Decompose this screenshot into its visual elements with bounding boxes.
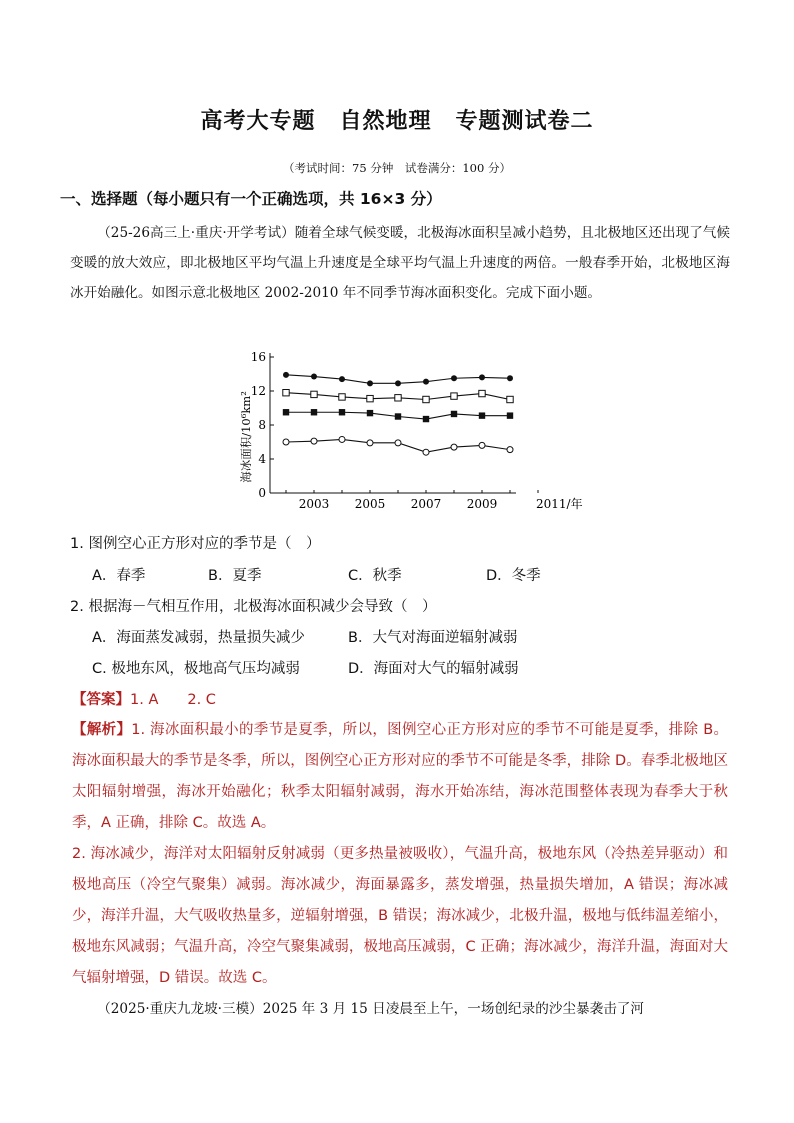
data-point [367,380,373,386]
section-heading: 一、选择题（每小题只有一个正确选项，共 16×3 分） [60,190,442,208]
question-1-stem: 1. 图例空心正方形对应的季节是（ ） [70,536,321,552]
data-point [507,412,513,418]
data-point [507,396,513,402]
q1-option-a: A．春季 [92,568,146,584]
data-point [451,444,457,450]
y-tick-label: 0 [258,486,266,500]
data-point [311,409,317,415]
q1-option-d: D．冬季 [486,568,541,584]
data-point [283,372,289,378]
data-point [451,411,457,417]
y-tick-label: 4 [258,452,266,466]
analysis-label: 【解析】 [72,722,132,738]
q2-option-d: D．海面对大气的辐射减弱 [348,661,519,677]
title-part-2: 自然地理 [339,109,432,134]
data-point [339,376,345,382]
data-point [451,393,457,399]
answer-line [72,688,216,709]
data-point [451,375,457,381]
page-title [0,104,794,135]
data-point [367,410,373,416]
data-point [339,394,345,400]
next-question-intro: （2025·重庆九龙坡·三模）2025 年 3 月 15 日凌晨至上午，一场创纪录的沙尘暴袭击了河 [97,1001,644,1017]
intro-paragraph: （25-26高三上·重庆·开学考试）随着全球气候变暖，北极海冰面积呈减小趋势，且北极地区还出现了气候变暖的放大效应，即北极地区平均气温上升速度是全球平均气温上升速度的两倍。一般春季开始，北极地区海冰开始融化。如图示意北极地区 2002-2010 年不同季节海冰面积变化。完成下面小题。 [70,225,730,301]
data-point [311,391,317,397]
data-point [367,440,373,446]
chart-axes [251,350,583,511]
data-point [423,416,429,422]
data-point [479,412,485,418]
data-point [479,390,485,396]
data-point [479,374,485,380]
data-point [507,375,513,381]
x-tick-label: 2007 [410,497,442,511]
data-point [423,449,429,455]
sea-ice-chart [230,345,583,520]
data-point [339,436,345,442]
question-2-stem: 2. 根据海－气相互作用，北极海冰面积减少会导致（ ） [70,599,437,615]
analysis-1-text: 1. 海冰面积最小的季节是夏季，所以，图例空心正方形对应的季节不可能是夏季，排除 B。海冰面积最大的季节是冬季，所以，图例空心正方形对应的季节不可能是冬季，排除 D。春季北极地区太阳辐射增强，海冰开始融化；秋季太阳辐射减弱，海水开始冻结，海冰范围整体表现为春季大于秋季，A 正确，排除 C。故选 A。 [72,722,729,831]
chart-series [283,372,513,455]
analysis-1 [72,715,728,839]
data-point [283,409,289,415]
data-point [395,413,401,419]
q1-option-b: B．夏季 [208,568,262,584]
y-tick-label: 8 [258,418,266,432]
data-point [283,439,289,445]
title-part-3: 专题测试卷二 [455,109,594,134]
data-point [283,390,289,396]
q2-option-b: B．大气对海面逆辐射减弱 [348,630,518,646]
data-point [507,447,513,453]
data-point [423,379,429,385]
data-point [311,438,317,444]
x-tick-label: 2009 [466,497,498,511]
x-tick-label: 2005 [354,497,386,511]
data-point [395,395,401,401]
answer-label: 【答案】 [72,692,130,708]
answer-text: 1. A 2. C [130,692,216,708]
q2-option-c: C. 极地东风，极地高气压均减弱 [92,661,300,677]
data-point [479,442,485,448]
data-point [395,380,401,386]
y-axis-label: 海冰面积/10⁶km² [239,391,253,483]
data-point [339,409,345,415]
exam-info: （考试时间：75 分钟 试卷满分：100 分） [283,161,511,175]
x-tick-label: 2011/年 [536,497,583,511]
data-point [423,396,429,402]
data-point [395,440,401,446]
q2-option-a: A．海面蒸发减弱，热量损失减少 [92,630,305,646]
y-tick-label: 16 [250,350,266,364]
analysis-2: 2. 海冰减少，海洋对太阳辐射反射减弱（更多热量被吸收），气温升高，极地东风（冷热差异驱动）和极地高压（冷空气聚集）减弱。海冰减少，海面暴露多，蒸发增强，热量损失增加，A 错误；海冰减少，海洋升温，大气吸收热量多，逆辐射增强，B 错误；海冰减少，北极升温，极地与低纬温差缩小，极地东风减弱；气温升高，冷空气聚集减弱，极地高压减弱，C 正确；海冰减少，海洋升温，海面对大气辐射增强，D 错误。故选 C。 [72,846,728,986]
data-point [311,374,317,380]
x-tick-label: 2003 [298,497,330,511]
data-point [367,395,373,401]
q1-option-c: C．秋季 [348,568,402,584]
title-part-1: 高考大专题 [200,109,316,134]
y-tick-label: 12 [250,384,266,398]
